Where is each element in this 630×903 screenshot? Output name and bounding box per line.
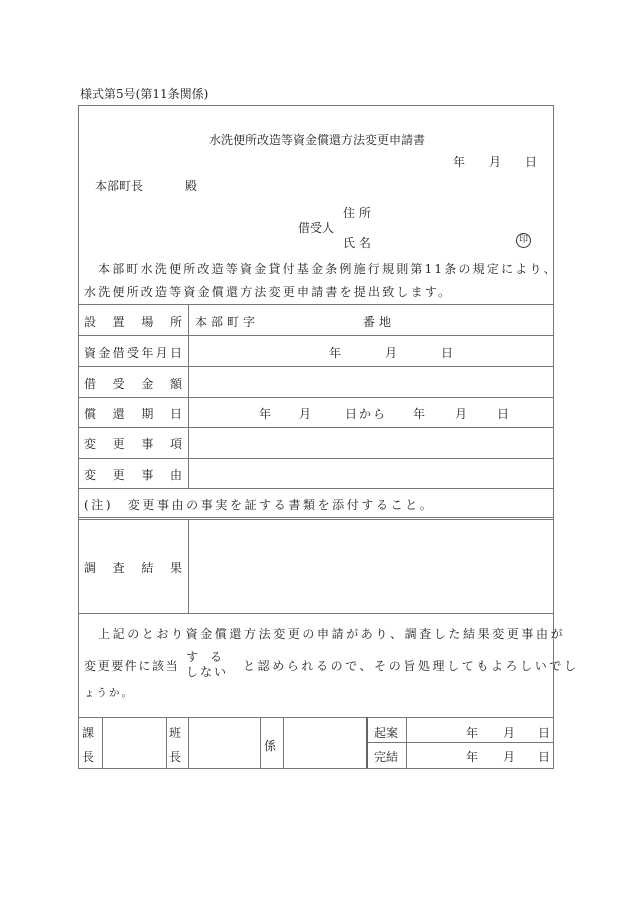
- repay-to-year[interactable]: 年: [413, 407, 426, 421]
- completed-label: 完結: [374, 750, 399, 764]
- char: 更: [112, 437, 125, 451]
- char: 由: [169, 468, 182, 482]
- date-year: 年: [453, 155, 466, 169]
- investigation-field[interactable]: [190, 520, 552, 612]
- label-change-reason: [84, 466, 182, 483]
- addressee: 本部町長: [95, 179, 144, 193]
- repay-from-year[interactable]: 年: [259, 407, 272, 421]
- staff-label: 係: [264, 739, 277, 753]
- char: 事: [141, 437, 154, 451]
- label-change-item: [84, 435, 182, 452]
- char: 果: [169, 561, 182, 575]
- honorific: 殿: [185, 179, 198, 193]
- char: 年: [141, 346, 154, 360]
- char: 借: [84, 377, 97, 391]
- repay-from-day[interactable]: 日から: [345, 407, 388, 421]
- label-repayment-period: [84, 405, 182, 422]
- name-label: 氏 名: [343, 236, 371, 250]
- char: 置: [112, 315, 125, 329]
- approval-line-3: ょうか。: [84, 687, 134, 699]
- label-loan-date: [84, 344, 182, 361]
- option-not-applies[interactable]: しない: [186, 665, 229, 679]
- intro-line-1: 本部町水洗便所改造等資金貸付基金条例施行規則第11条の規定により、: [98, 262, 558, 276]
- char: 金: [141, 377, 154, 391]
- char: 査: [112, 561, 125, 575]
- team-leader-seal-box[interactable]: [189, 718, 259, 767]
- approval-line-1: 上記のとおり資金償還方法変更の申請があり、調査した結果変更事由が: [98, 627, 566, 641]
- label-loan-amount: [84, 375, 182, 392]
- team-leader-char-2: 長: [169, 750, 182, 764]
- intro-line-2: 水洗便所改造等資金償還方法変更申請書を提出致します。: [84, 285, 453, 299]
- loan-amount-field[interactable]: [190, 367, 552, 396]
- repay-to-day[interactable]: 日: [497, 407, 510, 421]
- char: 所: [169, 315, 182, 329]
- char: 月: [155, 346, 168, 360]
- char: 受: [112, 377, 125, 391]
- note: (注) 変更事由の事実を証する書類を添付すること。: [84, 498, 435, 512]
- char: 還: [112, 407, 125, 421]
- team-leader-char-1: 班: [169, 726, 182, 740]
- change-item-field[interactable]: [190, 428, 552, 457]
- form-title: 水洗便所改造等資金償還方法変更申請書: [209, 133, 426, 147]
- char: 場: [141, 315, 154, 329]
- completed-day[interactable]: 日: [538, 750, 551, 764]
- applicant-label: 借受人: [298, 221, 335, 235]
- char: 変: [84, 468, 97, 482]
- location-prefix[interactable]: 本部町字: [195, 315, 260, 329]
- char: 結: [141, 561, 154, 575]
- char: 日: [169, 346, 182, 360]
- option-applies[interactable]: す る: [186, 650, 223, 664]
- char: 変: [84, 437, 97, 451]
- change-reason-field[interactable]: [190, 459, 552, 487]
- location-lot[interactable]: 番地: [363, 315, 396, 329]
- date-day: 日: [525, 155, 538, 169]
- char: 金: [98, 346, 111, 360]
- drafted-day[interactable]: 日: [538, 726, 551, 740]
- seal-icon: 印: [516, 233, 531, 248]
- char: 額: [169, 377, 182, 391]
- repay-from-month[interactable]: 月: [299, 407, 312, 421]
- char: 調: [84, 561, 97, 575]
- loan-date-year[interactable]: 年: [329, 346, 342, 360]
- char: 受: [126, 346, 139, 360]
- drafted-year[interactable]: 年: [466, 726, 479, 740]
- drafted-month[interactable]: 月: [503, 726, 516, 740]
- char: 日: [169, 407, 182, 421]
- completed-month[interactable]: 月: [503, 750, 516, 764]
- char: 更: [112, 468, 125, 482]
- completed-year[interactable]: 年: [466, 750, 479, 764]
- section-chief-char-1: 課: [82, 726, 95, 740]
- drafted-label: 起案: [374, 726, 399, 740]
- staff-seal-box[interactable]: [284, 718, 365, 767]
- char: 期: [141, 407, 154, 421]
- char: 資: [84, 346, 97, 360]
- char: 項: [169, 437, 182, 451]
- loan-date-month[interactable]: 月: [385, 346, 398, 360]
- loan-date-day[interactable]: 日: [441, 346, 454, 360]
- address-label: 住 所: [343, 206, 371, 220]
- char: 借: [112, 346, 125, 360]
- section-chief-seal-box[interactable]: [103, 718, 165, 767]
- char: 設: [84, 315, 97, 329]
- approval-line-2-suffix: と認められるので、その旨処理してもよろしいでし: [243, 659, 579, 673]
- repay-to-month[interactable]: 月: [455, 407, 468, 421]
- approval-line-2-prefix: 変更要件に該当: [84, 659, 180, 673]
- char: 事: [141, 468, 154, 482]
- char: 償: [84, 407, 97, 421]
- label-investigation: [84, 559, 182, 576]
- form-id: 様式第5号(第11条関係): [80, 87, 209, 101]
- date-month: 月: [489, 155, 502, 169]
- section-chief-char-2: 長: [82, 750, 95, 764]
- label-location: [84, 313, 182, 330]
